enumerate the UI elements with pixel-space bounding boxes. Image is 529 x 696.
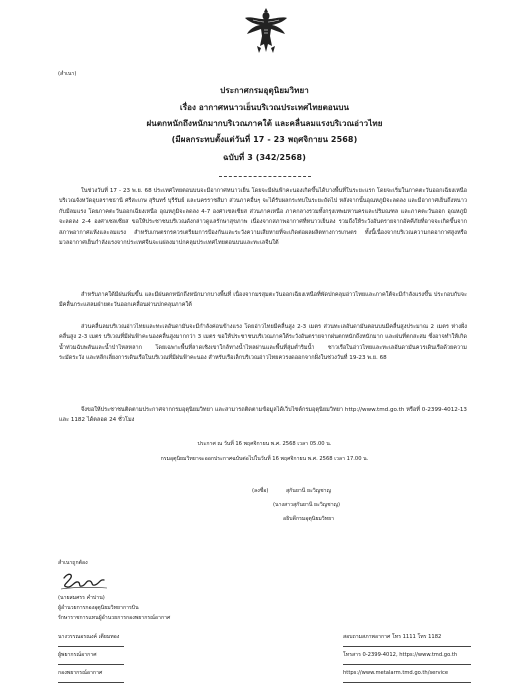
garuda-emblem-icon <box>243 6 289 56</box>
footer-forecaster-title: ผู้พยากรณ์อากาศ <box>58 652 97 658</box>
footer-division: กองพยากรณ์อากาศ <box>58 670 103 676</box>
document-subject: เรื่อง อากาศหนาวเย็นบริเวณประเทศไทยตอนบน <box>179 103 350 112</box>
footer-rule-6 <box>343 682 471 683</box>
signed-name: สุกันยานี ยะวิญชาญ <box>286 488 332 494</box>
title-divider <box>219 176 311 177</box>
footer-forecaster-name: นางวรรณอรณงค์ เตียมทอง <box>58 634 120 640</box>
signer-position: อธิบดีกรมอุตุนิยมวิทยา <box>283 516 335 522</box>
signer-full-name: (นางสาวสุกันยานี ยะวิญชาญ) <box>273 502 341 508</box>
footer-contact-url: https://www.metalarm.tmd.go.th/service <box>343 670 449 676</box>
certifier-position-1: ผู้อำนวยการกองอุตุนิยมวิทยาการบิน <box>58 605 139 611</box>
certifier-position-2: รักษาราชการแทนผู้อำนวยการกองพยากรณ์อากาศ <box>58 615 171 621</box>
body-paragraph-3: ส่วนคลื่นลมบริเวณอ่าวไทยและทะเลอันดามันจะมีกำลังค่อนข้างแรง โดยอ่าวไทยมีคลื่นสูง 2-3 เมตร ส่วนทะเลอันดามันตอนบนมีคลื่นสูงประมาณ 2 เมตร ห่างฝั่งคลื่นสูง 2-3 เมตร บริเวณที่มีฝนฟ้าคะนองคลื่นสูงมากกว่า 3 เมตร ขอให้ประชาชนบริเวณภาคใต้ระวังอันตรายจากฝนตกหนักถึงหนักมาก และฝนที่ตกสะสม ซึ่งอาจทำให้เกิดน้ำท่วมฉับพลันและน้ำป่าไหลหลาก โดยเฉพาะพื้นที่ลาดเชิงเขาใกล้ทางน้ำไหลผ่านและพื้นที่ลุ่มต่ำริมน้ำ ชาวเรือในอ่าวไทยและทะเลอันดามันควรเดินเรือด้วยความระมัดระวัง และหลีกเลี่ยงการเดินเรือในบริเวณที่มีฝนฟ้าคะนอง สำหรับเรือเล็กบริเวณอ่าวไทยควรงดออกจากฝั่งในช่วงวันที่ 19-23 พ.ย. 68 <box>59 324 467 362</box>
footer-rule-4 <box>343 646 471 647</box>
signed-prefix: (ลงชื่อ) <box>252 488 269 494</box>
next-issue-notice: กรมอุตุนิยมวิทยาจะออกประกาศฉบับต่อไปในวันที่ 16 พฤศจิกายน พ.ศ. 2568 เวลา 17.00 น. <box>160 456 369 462</box>
footer-rule-5 <box>343 664 471 665</box>
body-paragraph-2: สำหรับภาคใต้มีฝนเพิ่มขึ้น และมีฝนตกหนักถึงหนักมากบางพื้นที่ เนื่องจากมรสุมตะวันออกเฉียงเหนือที่พัดปกคลุมอ่าวไทยและภาคใต้จะมีกำลังแรงขึ้น ประกอบกับจะมีคลื่นกระแสลมฝ่ายตะวันออกเคลื่อนผ่านปกคลุมภาคใต้ <box>59 292 467 309</box>
document-effective-period: (มีผลกระทบตั้งแต่วันที่ 17 - 23 พฤศจิกายน 2568) <box>171 135 358 144</box>
body-paragraph-1: ในช่วงวันที่ 17 - 23 พ.ย. 68 ประเทศไทยตอนบนจะมีอากาศหนาวเย็น โดยจะมีฝนฟ้าคะนองเกิดขึ้นได้บางพื้นที่ในระยะแรก โดยจะเริ่มในภาคตะวันออกเฉียงเหนือ บริเวณจังหวัดอุบลราชธานี ศรีสะเกษ สุรินทร์ บุรีรัมย์ และนครราชสีมา ส่วนภาคอื่นๆ จะได้รับผลกระทบในระยะถัดไป หลังจากนั้นอุณหภูมิจะลดลง และมีอากาศเย็นถึงหนาว กับมีลมแรง โดยภาคตะวันออกเฉียงเหนือ อุณหภูมิจะลดลง 4-7 องศาเซลเซียส ส่วนภาคเหนือ ภาคกลางรวมทั้งกรุงเทพมหานครและปริมณฑล และภาคตะวันออก อุณหภูมิจะลดลง 2-4 องศาเซลเซียส ขอให้ประชาชนบริเวณดังกล่าวดูแลรักษาสุขภาพ เนื่องจากสภาพอากาศที่หนาวเย็นลง รวมถึงให้ระวังอันตรายจากอัคคีภัยที่อาจจะเกิดขึ้นจากสภาพอากาศแห้งและลมแรง สำหรับเกษตรกรควรเตรียมการป้องกันและระวังความเสียหายที่จะเกิดต่อผลผลิตทางการเกษตร ทั้งนี้เนื่องจากบริเวณความกดอากาศสูงหรือมวลอากาศเย็นกำลังแรงจากประเทศจีนจะแผ่ลงมาปกคลุมประเทศไทยตอนบนและทะเลจีนใต้ <box>59 188 467 247</box>
announcement-date: ประกาศ ณ วันที่ 16 พฤศจิกายน พ.ศ. 2568 เวลา 05.00 น. <box>197 441 332 447</box>
footer-contact-phone: สอบถามสภาพอากาศ โทร 1111 โทร 1182 <box>343 634 442 640</box>
footer-rule-2 <box>58 664 124 665</box>
issue-number: ฉบับที่ 3 (342/2568) <box>223 153 306 162</box>
footer-rule-3 <box>58 682 124 683</box>
document-subtitle: ฝนตกหนักถึงหนักมากบริเวณภาคใต้ และคลื่นลมแรงบริเวณอ่าวไทย <box>146 119 383 128</box>
body-paragraph-4: จึงขอให้ประชาชนติดตามประกาศจากกรมอุตุนิยมวิทยา และสามารถติดตามข้อมูลได้เว็บไซต์กรมอุตุนิยมวิทยา http://www.tmd.go.th หรือที่ 0-2399-4012-13 และ 1182 ได้ตลอด 24 ชั่วโมง <box>59 407 467 424</box>
footer-rule-1 <box>58 646 124 647</box>
document-title: ประกาศกรมอุตุนิยมวิทยา <box>220 86 309 95</box>
handwritten-signature-icon <box>58 570 110 592</box>
certifier-name: (นายสมศรร คำบ่าน) <box>58 595 105 601</box>
certified-copy-label: สำเนาถูกต้อง <box>58 560 88 566</box>
copy-label: (สำเนา) <box>58 71 77 77</box>
footer-contact-fax: โทรสาร 0-2399-4012, https://www.tmd.go.th <box>343 652 458 658</box>
